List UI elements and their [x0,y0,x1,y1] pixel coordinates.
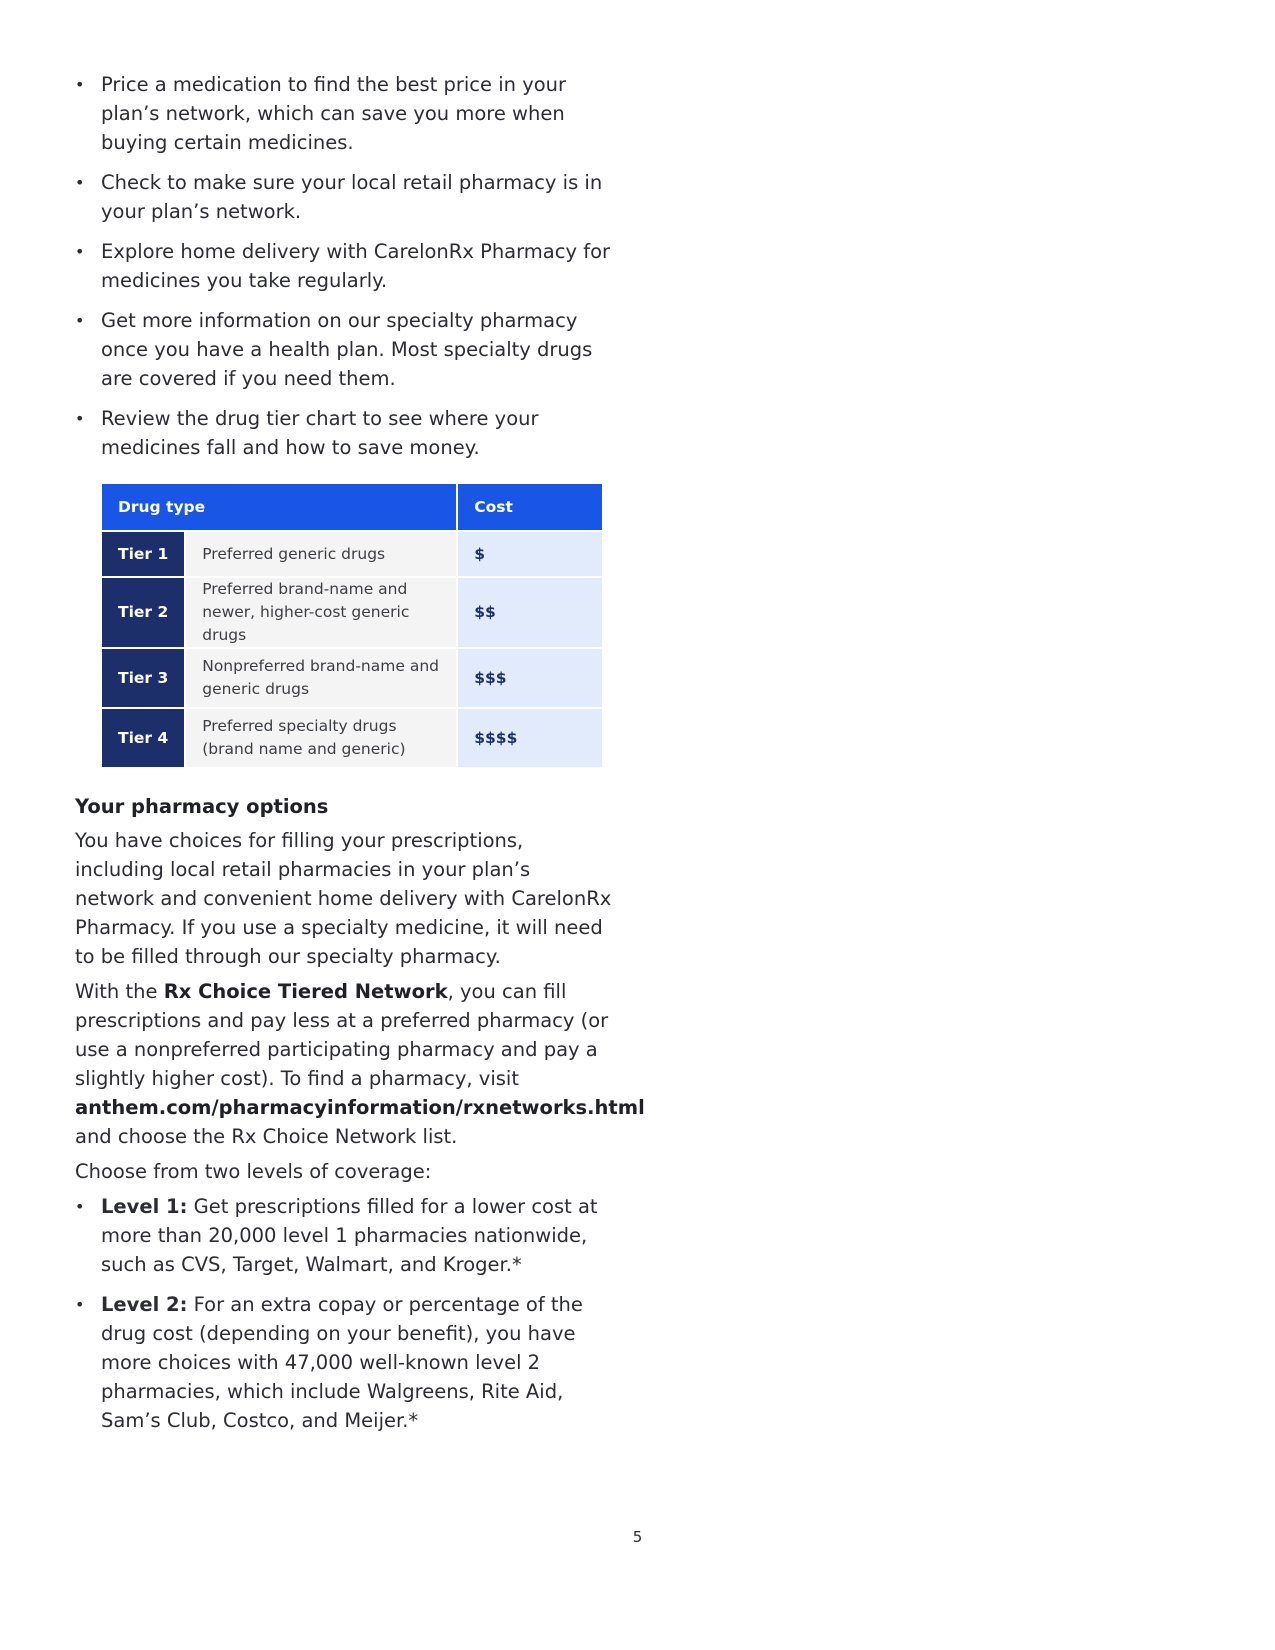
bullet-icon: • [75,311,85,330]
coverage-level-list [75,1192,615,1435]
table-row [102,578,602,647]
bullet-icon: • [75,173,85,192]
table-row [102,649,602,707]
bullet-text: Check to make sure your local retail pharmacy is in your plan’s network. [101,171,603,223]
tier-label: Tier 4 [102,709,184,767]
bullet-text: Review the drug tier chart to see where your medicines fall and how to save money. [101,407,539,459]
tier-description: Preferred specialty drugs (brand name and generic) [186,709,456,767]
tier-cost: $$$$ [458,709,602,767]
pharmacy-network-url: anthem.com/pharmacyinformation/rxnetworks.html [75,1096,645,1119]
tier-cost: $$$ [458,649,602,707]
pharmacy-options-paragraph: You have choices for filling your prescriptions, including local retail pharmacies in your plan’s network and convenient home delivery with CarelonRx Pharmacy. If you use a specialty medicine, it will need to be filled through our specialty pharmacy. [75,829,612,968]
network-name: Rx Choice Tiered Network [163,980,448,1003]
bullet-text: Get more information on our specialty pharmacy once you have a health plan. Most specialty drugs are covered if you need them. [101,309,593,390]
list-item [75,237,615,295]
list-item [75,306,615,393]
bullet-icon: • [75,409,85,428]
bullet-icon: • [75,1295,85,1314]
tier-label: Tier 2 [102,578,184,647]
network-text-mid: , you can fill prescriptions and pay less at a preferred pharmacy (or use a nonpreferred participating pharmacy and pay a slightly higher cost). To find a pharmacy, visit [75,980,609,1090]
table-row [102,532,602,576]
bullet-icon: • [75,75,85,94]
network-text-suffix: and choose the Rx Choice Network list. [75,1125,458,1148]
tier-description: Nonpreferred brand-name and generic drugs [186,649,456,707]
list-item [75,168,615,226]
level-text: For an extra copay or percentage of the drug cost (depending on your benefit), you have more choices with 47,000 well-known level 2 pharmacies, which include Walgreens, Rite Aid, Sam’s Club, Costco, and Meijer.* [101,1293,583,1432]
bullet-text: Explore home delivery with CarelonRx Pharmacy for medicines you take regularly. [101,240,611,292]
list-item [75,404,615,462]
network-paragraph [75,977,645,1151]
tier-description: Preferred brand-name and newer, higher-cost generic drugs [186,578,456,647]
bullet-text: Price a medication to find the best price in your plan’s network, which can save you more when buying certain medicines. [101,73,567,154]
list-item [75,1290,615,1435]
bullet-icon: • [75,1197,85,1216]
drug-type-header: Drug type [102,484,456,530]
list-item [75,70,615,157]
table-header-row [102,484,602,530]
intro-bullet-list [75,70,615,462]
tier-cost: $$ [458,578,602,647]
level-label: Level 1: [101,1195,188,1218]
cost-header: Cost [458,484,602,530]
tier-label: Tier 1 [102,532,184,576]
list-item [75,1192,615,1279]
table-row [102,709,602,767]
level-text: Get prescriptions filled for a lower cost at more than 20,000 level 1 pharmacies nationwide, such as CVS, Target, Walmart, and Kroger.* [101,1195,598,1276]
page-column [75,70,645,1446]
bullet-icon: • [75,242,85,261]
pharmacy-options-heading: Your pharmacy options [75,795,329,818]
level-label: Level 2: [101,1293,188,1316]
drug-tier-table [100,482,604,769]
tier-cost: $ [458,532,602,576]
network-text-prefix: With the [75,980,164,1003]
page-number: 5 [632,1528,643,1546]
coverage-levels-intro: Choose from two levels of coverage: [75,1160,432,1183]
tier-description: Preferred generic drugs [186,532,456,576]
tier-label: Tier 3 [102,649,184,707]
